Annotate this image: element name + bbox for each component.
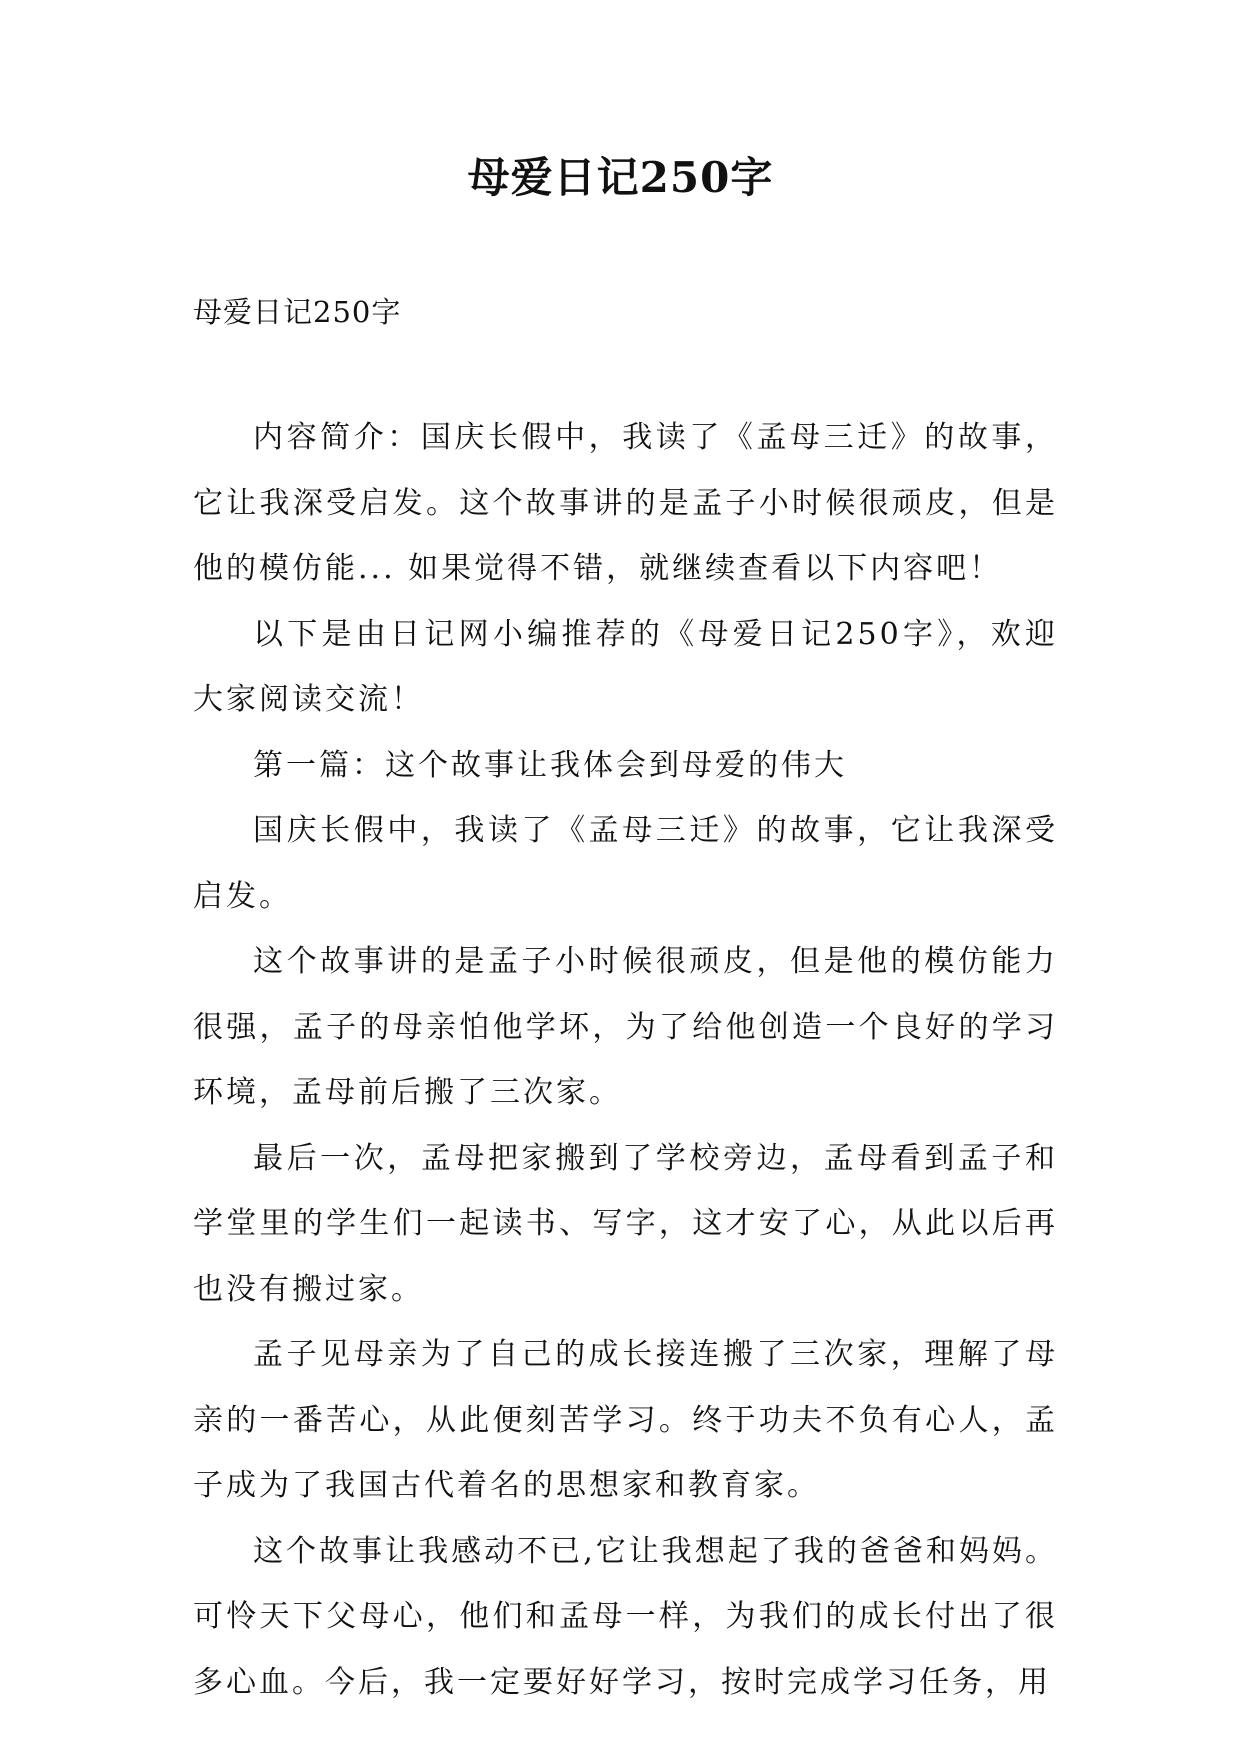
paragraph: 国庆长假中，我读了《孟母三迁》的故事，它让我深受启发。 xyxy=(193,813,1058,914)
paragraph: 这个故事让我感动不已,它让我想起了我的爸爸和妈妈。可怜天下父母心，他们和孟母一样，为我们的成长付出了很多心血。今后，我一定要好好学习，按时完成学习任务，用 xyxy=(193,1533,1058,1700)
paragraph: 最后一次，孟母把家搬到了学校旁边，孟母看到孟子和学堂里的学生们一起读书、写字，这才安了心，从此以后再也没有搬过家。 xyxy=(193,1140,1058,1307)
document-body xyxy=(193,405,1058,1715)
paragraph-recommend: 以下是由日记网小编推荐的《母爱日记250字》，欢迎大家阅读交流！ xyxy=(193,616,1058,717)
paragraph: 孟子见母亲为了自己的成长接连搬了三次家，理解了母亲的一番苦心，从此便刻苦学习。终于功夫不负有心人，孟子成为了我国古代着名的思想家和教育家。 xyxy=(193,1337,1058,1503)
document-title: 母爱日记250字 xyxy=(467,153,774,202)
document-subtitle: 母爱日记250字 xyxy=(193,295,402,329)
paragraph: 这个故事讲的是孟子小时候很顽皮，但是他的模仿能力很强，孟子的母亲怕他学坏，为了给他创造一个良好的学习环境，孟母前后搬了三次家。 xyxy=(193,944,1058,1110)
paragraph-intro: 内容简介：国庆长假中，我读了《孟母三迁》的故事，它让我深受启发。这个故事讲的是孟子小时候很顽皮，但是他的模仿能... 如果觉得不错，就继续查看以下内容吧！ xyxy=(193,420,1058,586)
paragraph-section-heading: 第一篇：这个故事让我体会到母爱的伟大 xyxy=(253,747,847,783)
